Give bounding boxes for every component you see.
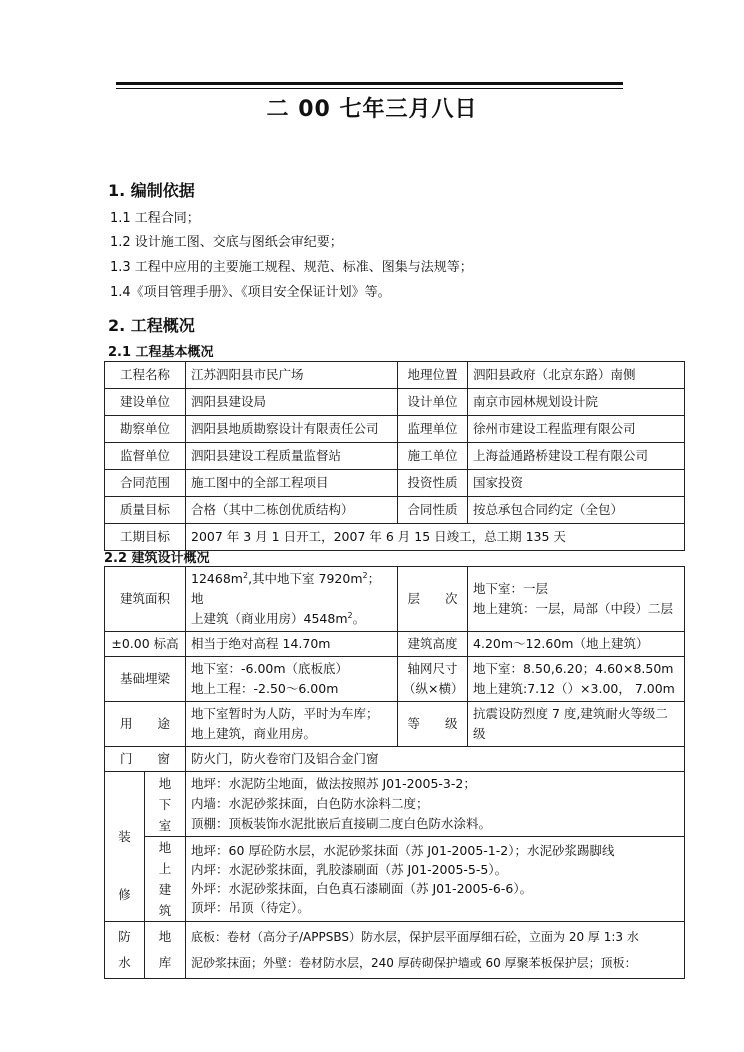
vertical-char: 室 [158,817,172,833]
waterproof-line: 底板：卷材（高分子/APPSBS）防水层，保护层平面厚细石砼，立面为 20 厚 1:3 水 [191,930,639,944]
decoration-line: 内坪：水泥砂浆抹面，乳胶漆刷面（苏 J01-2005-5-5）。 [191,862,508,877]
foundation-line: 地上工程：-2.50～6.00m [191,681,339,696]
cell-value: 抗震设防烈度 7 度,建筑耐火等级二级 [468,702,685,747]
cell-label [105,772,145,922]
section1-item-1: 1.1 工程合同； [110,211,200,226]
table-row [105,632,685,657]
axis-label-line: （纵×横） [403,681,464,696]
cell-label: ±0.00 标高 [105,632,186,657]
cell-label: 建筑高度 [398,632,468,657]
decoration-line: 顶坪：吊顶（待定）。 [191,900,310,915]
cell-label: 基础埋梁 [105,657,186,702]
cell-label: 投资性质 [398,470,468,497]
cell-label: 建设单位 [105,389,186,416]
table-row [105,747,685,772]
cell-label: 合同性质 [398,497,468,524]
cell-label: 监督单位 [105,443,186,470]
vertical-char: 水 [118,955,131,970]
table-row [105,922,685,979]
cell-value [186,567,398,632]
decoration-line: 地坪：60 厚砼防水层，水泥砂浆抹面（苏 J01-2005-1-2）；水泥砂浆踢脚线 [191,843,615,858]
cell-value [468,657,685,702]
vertical-char: 地 [158,775,172,791]
cell-value: 泗阳县政府（北京东路）南侧 [468,362,685,389]
floors-line: 地上建筑：一层，局部（中段）二层 [473,601,674,616]
table-row [105,772,685,837]
table-row [105,567,685,632]
cell-value [186,772,685,837]
decoration-line: 地坪：水泥防尘地面，做法按照苏 J01-2005-3-2； [191,776,476,791]
cell-value: 泗阳县建设工程质量监督站 [186,443,398,470]
cell-label [145,922,186,979]
waterproof-line: 泥砂浆抹面；外壁：卷材防水层，240 厚砖砌保护墙或 60 厚聚苯板保护层；顶板： [191,956,637,970]
decoration-line: 外坪：水泥砂浆抹面，白色真石漆刷面（苏 J01-2005-6-6）。 [191,881,533,896]
section2-heading: 2. 工程概况 [108,316,195,335]
cell-value: 泗阳县地质勘察设计有限责任公司 [186,416,398,443]
cell-value: 4.20m～12.60m（地上建筑） [468,632,685,657]
floors-line: 地下室：一层 [473,581,549,596]
cell-label: 门 窗 [105,747,186,772]
cell-value [186,702,398,747]
section1-item-3: 1.3 工程中应用的主要施工规程、规范、标准、图集与法规等； [110,260,473,275]
vertical-char: 地 [158,929,172,944]
cell-label [145,772,186,837]
cell-value: 泗阳县建设局 [186,389,398,416]
decoration-line: 顶棚：顶板装饰水泥批嵌后直接刷二度白色防水涂料。 [191,816,492,831]
table-row [105,657,685,702]
table-row [105,362,685,389]
cell-value: 江苏泗阳县市民广场 [186,362,398,389]
basic-info-table [104,361,685,551]
cell-label: 施工单位 [398,443,468,470]
decoration-line: 内墙：水泥砂浆抹面，白色防水涂料二度； [191,796,429,811]
cell-value: 防火门，防火卷帘门及铝合金门窗 [186,747,685,772]
subsection-2-1-heading: 2.1 工程基本概况 [108,345,214,360]
usage-line: 地下室暂时为人防，平时为车库； [191,706,379,721]
axis-line: 地上建筑:7.12（）×3.00， 7.00m [473,681,675,696]
cell-value: 施工图中的全部工程项目 [186,470,398,497]
cell-value [468,567,685,632]
cell-label: 勘察单位 [105,416,186,443]
cell-value: 徐州市建设工程监理有限公司 [468,416,685,443]
area-text: ；地 [191,571,381,606]
design-info-table [104,566,685,979]
cell-value: 相当于绝对高程 14.70m [186,632,398,657]
axis-line: 地下室：8.50,6.20；4.60×8.50m [473,661,674,676]
cell-label: 工期目标 [105,524,186,551]
decoration-label-char: 装 [118,828,131,844]
table-row [105,837,685,922]
table-row [105,443,685,470]
vertical-char: 上 [158,861,172,876]
cell-value: 2007 年 3 月 1 日开工，2007 年 6 月 15 日竣工，总工期 135 天 [186,524,685,551]
cell-value [186,922,685,979]
cell-label: 等 级 [398,702,468,747]
area-text: ,其中地下室 7920m [248,571,363,586]
table-row [105,416,685,443]
cell-label: 合同范围 [105,470,186,497]
cell-label: 设计单位 [398,389,468,416]
cell-label: 工程名称 [105,362,186,389]
cell-value: 上海益通路桥建设工程有限公司 [468,443,685,470]
decoration-label-char: 修 [118,886,131,902]
subsection-2-2-heading: 2.2 建筑设计概况 [104,551,210,566]
superscript: 2 [347,610,353,620]
foundation-line: 地下室：-6.00m（底板底） [191,661,349,676]
vertical-char: 防 [118,929,131,944]
cell-value [186,657,398,702]
cell-label [105,922,145,979]
superscript: 2 [362,570,368,580]
cell-value: 南京市园林规划设计院 [468,389,685,416]
cell-label: 用 途 [105,702,186,747]
cell-label: 建筑面积 [105,567,186,632]
axis-label-line: 轴网尺寸 [407,661,458,676]
table-row [105,470,685,497]
date-title: 二 00 七年三月八日 [266,97,478,122]
section1-item-4: 1.4《项目管理手册》、《项目安全保证计划》等。 [110,285,391,300]
vertical-char: 库 [158,955,172,970]
vertical-char: 筑 [158,903,172,918]
section1-heading: 1. 编制依据 [108,181,195,200]
cell-value: 按总承包合同约定（全包） [468,497,685,524]
cell-label [145,837,186,922]
vertical-char: 下 [158,796,172,812]
cell-label: 层 次 [398,567,468,632]
cell-label: 质量目标 [105,497,186,524]
area-text: 12468m [191,571,243,586]
table-row [105,702,685,747]
section1-item-2: 1.2 设计施工图、交底与图纸会审纪要； [110,235,343,250]
area-text: 。 [352,611,366,626]
table-row [105,389,685,416]
cell-label: 监理单位 [398,416,468,443]
cell-label [398,657,468,702]
superscript: 2 [242,570,249,580]
vertical-char: 地 [158,840,172,855]
vertical-char: 建 [158,882,172,897]
cell-value [186,837,685,922]
cell-value: 合格（其中二栋创优质结构） [186,497,398,524]
top-rule-thin [116,88,623,89]
table-row [105,497,685,524]
cell-label: 地理位置 [398,362,468,389]
cell-value: 国家投资 [468,470,685,497]
top-rule-thick [116,82,623,85]
usage-line: 地上建筑，商业用房。 [191,726,317,741]
area-text: 上建筑（商业用房）4548m [191,611,348,626]
